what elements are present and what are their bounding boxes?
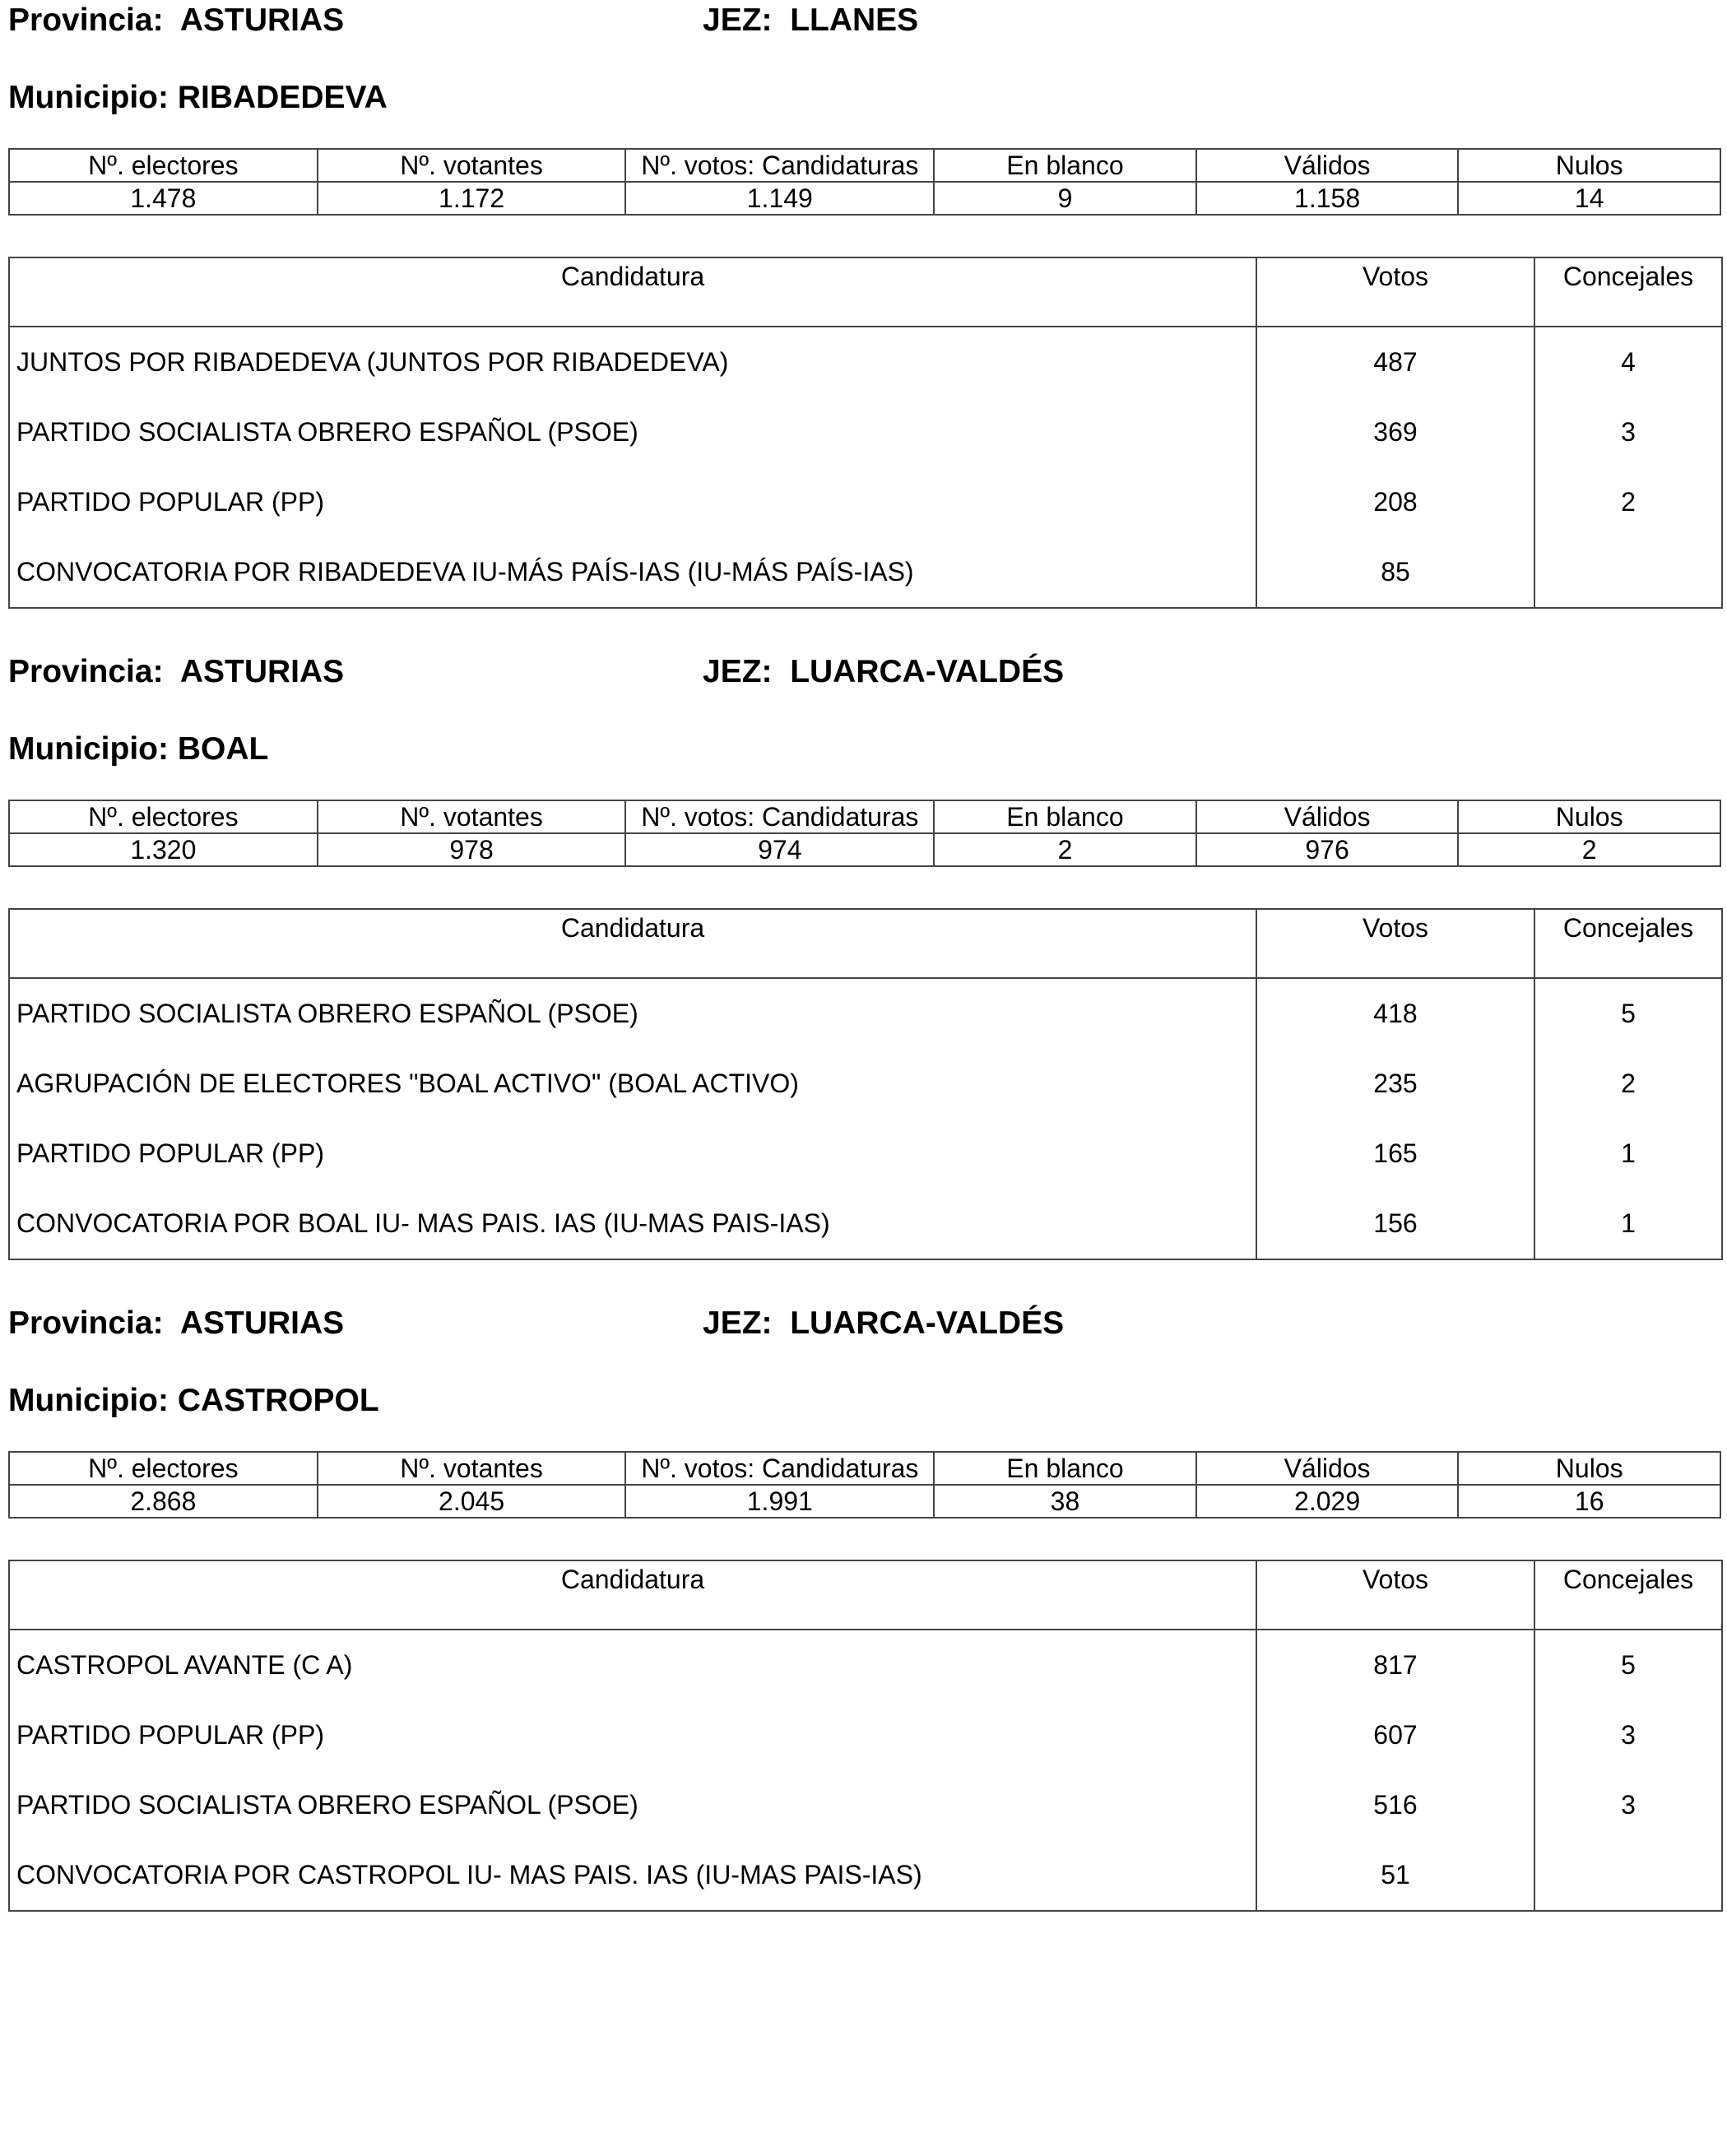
stats-table <box>8 1451 1721 1518</box>
header-line <box>8 651 1720 693</box>
stats-header-votantes: Nº. votantes <box>318 149 626 182</box>
stats-value-row <box>9 1485 1720 1518</box>
jez-label-text: JEZ: <box>703 654 773 689</box>
stats-en-blanco: 2 <box>934 833 1196 866</box>
stats-electores: 2.868 <box>9 1485 318 1518</box>
table-row <box>9 1049 1722 1119</box>
cand-votos: 418 <box>1256 978 1534 1049</box>
table-row <box>9 1770 1722 1840</box>
cand-name: PARTIDO POPULAR (PP) <box>9 1119 1256 1189</box>
cand-concejales: 3 <box>1534 1700 1722 1770</box>
stats-table <box>8 800 1721 867</box>
stats-header-validos: Válidos <box>1196 149 1459 182</box>
jez-label <box>703 651 1064 693</box>
stats-en-blanco: 9 <box>934 182 1196 215</box>
cand-name: JUNTOS POR RIBADEDEVA (JUNTOS POR RIBADEDEVA) <box>9 327 1256 397</box>
municipio-title <box>8 1380 379 1421</box>
cand-concejales: 5 <box>1534 978 1722 1049</box>
table-row <box>9 397 1722 467</box>
stats-validos: 1.158 <box>1196 182 1459 215</box>
table-row <box>9 467 1722 537</box>
jez-label-text: JEZ: <box>703 2 773 38</box>
stats-header-row <box>9 800 1720 833</box>
provincia-label <box>8 0 344 41</box>
jez-value: LUARCA-VALDÉS <box>790 1305 1065 1341</box>
municipio-label-text: Municipio: <box>8 80 169 115</box>
provincia-label-text: Provincia: <box>8 654 164 689</box>
provincia-label-text: Provincia: <box>8 2 164 38</box>
stats-header-votos-candidaturas: Nº. votos: Candidaturas <box>625 149 934 182</box>
stats-nulos: 16 <box>1458 1485 1720 1518</box>
stats-votantes: 978 <box>318 833 626 866</box>
stats-header-votos-candidaturas: Nº. votos: Candidaturas <box>625 1452 934 1485</box>
cand-name: CONVOCATORIA POR RIBADEDEVA IU-MÁS PAÍS-IAS (IU-MÁS PAÍS-IAS) <box>9 537 1256 608</box>
municipio-value: CASTROPOL <box>177 1383 379 1418</box>
stats-header-validos: Válidos <box>1196 1452 1459 1485</box>
cand-concejales <box>1534 537 1722 608</box>
provincia-value: ASTURIAS <box>179 1305 345 1341</box>
cand-votos: 156 <box>1256 1189 1534 1259</box>
table-row <box>9 1630 1722 1700</box>
table-row <box>9 537 1722 608</box>
jez-label <box>703 0 918 41</box>
cand-concejales: 5 <box>1534 1630 1722 1700</box>
cand-name: PARTIDO POPULAR (PP) <box>9 467 1256 537</box>
cand-header-candidatura: Candidatura <box>9 909 1256 978</box>
cand-votos: 51 <box>1256 1840 1534 1911</box>
provincia-label-text: Provincia: <box>8 1305 164 1341</box>
table-row <box>9 1700 1722 1770</box>
cand-votos: 817 <box>1256 1630 1534 1700</box>
cand-header-row <box>9 909 1722 978</box>
stats-nulos: 14 <box>1458 182 1720 215</box>
cand-header-concejales: Concejales <box>1534 909 1722 978</box>
municipio-label-text: Municipio: <box>8 731 169 767</box>
candidaturas-table <box>8 1560 1723 1912</box>
cand-name: CASTROPOL AVANTE (C A) <box>9 1630 1256 1700</box>
table-row <box>9 1189 1722 1259</box>
stats-header-en-blanco: En blanco <box>934 1452 1196 1485</box>
cand-name: AGRUPACIÓN DE ELECTORES "BOAL ACTIVO" (BOAL ACTIVO) <box>9 1049 1256 1119</box>
cand-concejales: 4 <box>1534 327 1722 397</box>
stats-header-row <box>9 149 1720 182</box>
cand-name: PARTIDO SOCIALISTA OBRERO ESPAÑOL (PSOE) <box>9 1770 1256 1840</box>
stats-header-votantes: Nº. votantes <box>318 800 626 833</box>
stats-header-electores: Nº. electores <box>9 800 318 833</box>
municipio-value: RIBADEDEVA <box>177 80 388 115</box>
stats-electores: 1.478 <box>9 182 318 215</box>
header-line <box>8 1303 1720 1344</box>
jez-value: LLANES <box>790 2 919 38</box>
table-row <box>9 1119 1722 1189</box>
stats-header-electores: Nº. electores <box>9 149 318 182</box>
stats-en-blanco: 38 <box>934 1485 1196 1518</box>
cand-name: PARTIDO SOCIALISTA OBRERO ESPAÑOL (PSOE) <box>9 397 1256 467</box>
stats-header-votos-candidaturas: Nº. votos: Candidaturas <box>625 800 934 833</box>
cand-votos: 487 <box>1256 327 1534 397</box>
municipio-title <box>8 77 388 118</box>
stats-header-electores: Nº. electores <box>9 1452 318 1485</box>
cand-votos: 235 <box>1256 1049 1534 1119</box>
cand-header-concejales: Concejales <box>1534 257 1722 327</box>
cand-concejales: 3 <box>1534 397 1722 467</box>
stats-nulos: 2 <box>1458 833 1720 866</box>
cand-header-row <box>9 1560 1722 1630</box>
cand-header-row <box>9 257 1722 327</box>
stats-votantes: 1.172 <box>318 182 626 215</box>
stats-header-votantes: Nº. votantes <box>318 1452 626 1485</box>
stats-votantes: 2.045 <box>318 1485 626 1518</box>
stats-votos-candidaturas: 1.991 <box>625 1485 934 1518</box>
provincia-label <box>8 1303 344 1344</box>
cand-concejales: 1 <box>1534 1119 1722 1189</box>
candidaturas-table <box>8 908 1723 1260</box>
municipio-title <box>8 729 268 770</box>
provincia-label <box>8 651 344 693</box>
stats-header-nulos: Nulos <box>1458 800 1720 833</box>
stats-votos-candidaturas: 1.149 <box>625 182 934 215</box>
table-row <box>9 978 1722 1049</box>
cand-name: CONVOCATORIA POR BOAL IU- MAS PAIS. IAS (IU-MAS PAIS-IAS) <box>9 1189 1256 1259</box>
cand-header-votos: Votos <box>1256 909 1534 978</box>
cand-concejales: 3 <box>1534 1770 1722 1840</box>
cand-header-votos: Votos <box>1256 257 1534 327</box>
jez-label-text: JEZ: <box>703 1305 773 1341</box>
provincia-value: ASTURIAS <box>179 2 345 38</box>
stats-header-en-blanco: En blanco <box>934 800 1196 833</box>
cand-header-votos: Votos <box>1256 1560 1534 1630</box>
candidaturas-table <box>8 257 1723 609</box>
cand-header-candidatura: Candidatura <box>9 1560 1256 1630</box>
municipio-label-text: Municipio: <box>8 1383 169 1418</box>
cand-concejales: 2 <box>1534 467 1722 537</box>
cand-header-candidatura: Candidatura <box>9 257 1256 327</box>
cand-name: CONVOCATORIA POR CASTROPOL IU- MAS PAIS. IAS (IU-MAS PAIS-IAS) <box>9 1840 1256 1911</box>
stats-electores: 1.320 <box>9 833 318 866</box>
cand-name: PARTIDO SOCIALISTA OBRERO ESPAÑOL (PSOE) <box>9 978 1256 1049</box>
stats-header-validos: Válidos <box>1196 800 1459 833</box>
stats-header-nulos: Nulos <box>1458 149 1720 182</box>
cand-votos: 369 <box>1256 397 1534 467</box>
cand-votos: 208 <box>1256 467 1534 537</box>
stats-validos: 2.029 <box>1196 1485 1459 1518</box>
cand-votos: 85 <box>1256 537 1534 608</box>
stats-header-nulos: Nulos <box>1458 1452 1720 1485</box>
stats-header-en-blanco: En blanco <box>934 149 1196 182</box>
cand-name: PARTIDO POPULAR (PP) <box>9 1700 1256 1770</box>
stats-value-row <box>9 833 1720 866</box>
cand-header-concejales: Concejales <box>1534 1560 1722 1630</box>
jez-value: LUARCA-VALDÉS <box>790 654 1065 689</box>
stats-table <box>8 148 1721 216</box>
stats-votos-candidaturas: 974 <box>625 833 934 866</box>
municipio-value: BOAL <box>177 731 269 767</box>
table-row <box>9 327 1722 397</box>
cand-votos: 516 <box>1256 1770 1534 1840</box>
cand-votos: 607 <box>1256 1700 1534 1770</box>
header-line <box>8 0 1720 41</box>
cand-concejales <box>1534 1840 1722 1911</box>
provincia-value: ASTURIAS <box>179 654 345 689</box>
stats-value-row <box>9 182 1720 215</box>
stats-validos: 976 <box>1196 833 1459 866</box>
jez-label <box>703 1303 1064 1344</box>
cand-votos: 165 <box>1256 1119 1534 1189</box>
cand-concejales: 2 <box>1534 1049 1722 1119</box>
cand-concejales: 1 <box>1534 1189 1722 1259</box>
table-row <box>9 1840 1722 1911</box>
stats-header-row <box>9 1452 1720 1485</box>
